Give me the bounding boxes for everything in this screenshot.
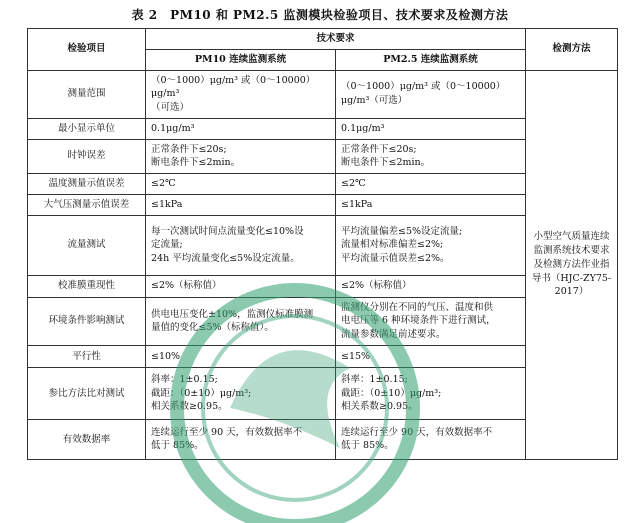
requirement-line: 平均流量示值误差≤2%。 [341, 253, 450, 265]
row-item-label: 有效数据率 [28, 419, 146, 459]
requirement-line: 正常条件下≤20s; [151, 143, 227, 155]
requirement-line: 相关系数≥0.95。 [341, 401, 418, 413]
requirement-line: 斜率：1±0.15; [341, 373, 408, 385]
requirement-line: 平均流量偏差≤5%设定流量; [341, 225, 463, 237]
requirement-line: 每一次测试时间点流量变化≤10%设 [151, 225, 304, 237]
requirement-line: （0～1000）μg/m³ 或（0～10000）μg/m³ [151, 74, 316, 100]
requirement-line: ≤15% [341, 350, 371, 362]
requirement-line: 量值的变化≤5%（标称值）。 [151, 322, 274, 334]
requirement-line: ≤2%（标称值） [341, 280, 412, 292]
row-pm25-requirement [336, 297, 526, 345]
header-item: 检验项目 [28, 29, 146, 71]
requirement-line: （可选） [151, 102, 190, 114]
requirement-line: 0.1μg/m³ [151, 122, 195, 134]
row-pm25-requirement [336, 194, 526, 215]
row-pm25-requirement [336, 419, 526, 459]
requirement-line: 相关系数≥0.95。 [151, 401, 228, 413]
requirement-line: ≤2℃ [341, 178, 366, 190]
requirement-line: ≤1kPa [151, 198, 183, 210]
row-item-label: 大气压测量示值误差 [28, 194, 146, 215]
row-item-label: 校准膜重现性 [28, 275, 146, 297]
row-pm25-requirement [336, 139, 526, 174]
row-pm10-requirement [146, 118, 336, 139]
header-pm25: PM2.5 连续监测系统 [336, 49, 526, 70]
row-pm25-requirement [336, 70, 526, 118]
row-item-label: 平行性 [28, 345, 146, 367]
detection-method: 小型空气质量连续监测系统技术要求及检测方法作业指导书（HJC-ZY75-2017） [526, 70, 618, 459]
row-item-label: 环境条件影响测试 [28, 297, 146, 345]
requirement-line: 24h 平均流量变化≤5%设定流量。 [151, 253, 300, 265]
requirement-line: 正常条件下≤20s; [341, 143, 417, 155]
row-pm10-requirement [146, 367, 336, 419]
row-item-label: 最小显示单位 [28, 118, 146, 139]
row-pm10-requirement [146, 419, 336, 459]
row-pm10-requirement [146, 345, 336, 367]
requirement-line: 0.1μg/m³ [341, 122, 385, 134]
spec-table [27, 28, 618, 460]
row-item-label: 温度测量示值误差 [28, 174, 146, 195]
row-pm25-requirement [336, 367, 526, 419]
row-pm25-requirement [336, 215, 526, 275]
row-item-label: 流量测试 [28, 215, 146, 275]
requirement-line: 断电条件下≤2min。 [341, 157, 431, 169]
header-pm10: PM10 连续监测系统 [146, 49, 336, 70]
header-tech: 技术要求 [146, 29, 526, 50]
requirement-line: 断电条件下≤2min。 [151, 157, 241, 169]
requirement-line: 截距：（0±10）μg/m³; [341, 387, 442, 399]
row-pm10-requirement [146, 194, 336, 215]
requirement-line: 低于 85%。 [151, 440, 204, 452]
row-pm10-requirement [146, 297, 336, 345]
row-item-label: 测量范围 [28, 70, 146, 118]
requirement-line: （0～1000）μg/m³ 或（0～10000） [341, 81, 506, 93]
requirement-line: 供电电压变化±10%，监测仪标准膜测 [151, 308, 314, 320]
row-pm25-requirement [336, 118, 526, 139]
requirement-line: 流量相对标准偏差≤2%; [341, 239, 444, 251]
row-pm25-requirement [336, 345, 526, 367]
requirement-line: 连续运行至少 90 天，有效数据率不 [151, 426, 303, 438]
requirement-line: 电电压等 6 种环境条件下进行测试， [341, 315, 496, 327]
requirement-line: 定流量; [151, 239, 183, 251]
row-pm10-requirement [146, 70, 336, 118]
row-item-label: 参比方法比对测试 [28, 367, 146, 419]
requirement-line: ≤2%（标称值） [151, 280, 222, 292]
row-item-label: 时钟误差 [28, 139, 146, 174]
row-pm10-requirement [146, 174, 336, 195]
requirement-line: 流量参数满足前述要求。 [341, 329, 446, 341]
requirement-line: ≤10% [151, 350, 181, 362]
requirement-line: ≤2℃ [151, 178, 176, 190]
requirement-line: 监测仪分别在不同的气压、温度和供 [341, 301, 494, 313]
requirement-line: 连续运行至少 90 天，有效数据率不 [341, 426, 493, 438]
row-pm10-requirement [146, 139, 336, 174]
requirement-line: μg/m³（可选） [341, 95, 408, 107]
header-method: 检测方法 [526, 29, 618, 71]
requirement-line: 低于 85%。 [341, 440, 394, 452]
row-pm10-requirement [146, 215, 336, 275]
row-pm10-requirement [146, 275, 336, 297]
table-row [28, 70, 618, 118]
row-pm25-requirement [336, 174, 526, 195]
row-pm25-requirement [336, 275, 526, 297]
requirement-line: 斜率：1±0.15; [151, 373, 218, 385]
requirement-line: 截距：（0±10）μg/m³; [151, 387, 252, 399]
requirement-line: ≤1kPa [341, 198, 373, 210]
table-caption: 表 2 PM10 和 PM2.5 监测模块检验项目、技术要求及检测方法 [131, 8, 509, 22]
